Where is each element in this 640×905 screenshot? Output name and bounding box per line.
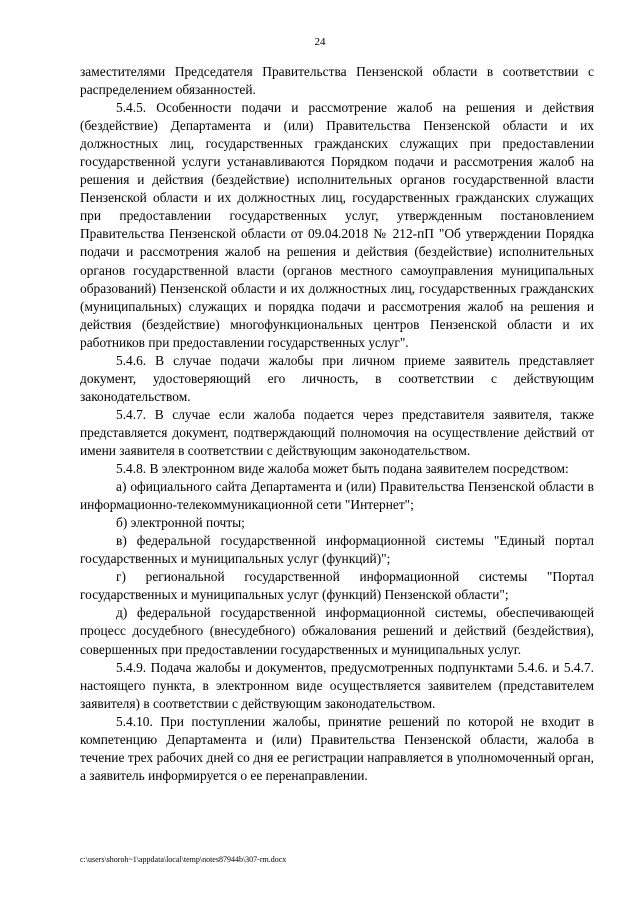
paragraph-5-4-8: 5.4.8. В электронном виде жалоба может быть подана заявителем посредством: bbox=[116, 461, 569, 477]
list-item-d: д) федеральной государственной информационной системы, обеспечивающей процесс досудебного (внесудебного) обжалования решений и действий (бездействия), совершенных при предоставлении государственных и муниципальных услуг. bbox=[80, 605, 594, 657]
paragraph-5-4-5: 5.4.5. Особенности подачи и рассмотрение жалоб на решения и действия (бездействие) Департамента и (или) Правительства Пензенской области и их должностных лиц, государственных гражданских служащих при предоставлении государственной услуги устанавливаются Порядком подачи и рассмотрения жалоб на решения и действия (бездействие) исполнительных органов государственной власти Пензенской области и их должностных лиц, государственных гражданских служащих при предоставлении государственных услуг, утвержденным постановлением Правительства Пензенской области от 09.04.2018 № 212-пП "Об утверждении Порядка подачи и рассмотрения жалоб на решения и действия (бездействие) исполнительных органов государственной власти (органов местного самоуправления муниципальных образований) Пензенской области и их должностных лиц, государственных гражданских (муниципальных) служащих и порядка подачи и рассмотрения жалоб на решения и действия (бездействие) многофункциональных центров Пензенской области и их работников при предоставлении государственных услуг". bbox=[80, 100, 594, 350]
document-body bbox=[80, 63, 594, 785]
footer-file-path: c:\users\shoroh~1\appdata\local\temp\notes87944b\307-rm.docx bbox=[80, 855, 287, 864]
page-number: 24 bbox=[314, 36, 326, 48]
list-item-g: г) региональной государственной информационной системы "Портал государственных и муниципальных услуг (функций) Пензенской области"; bbox=[80, 569, 594, 603]
paragraph-continuation: заместителями Председателя Правительства Пензенской области в соответствии с распределением обязанностей. bbox=[80, 64, 594, 98]
paragraph-5-4-6: 5.4.6. В случае подачи жалобы при личном приеме заявитель представляет документ, удостоверяющий его личность, в соответствии с действующим законодательством. bbox=[80, 352, 594, 404]
list-item-b: б) электронной почты; bbox=[116, 515, 245, 531]
paragraph-5-4-9: 5.4.9. Подача жалобы и документов, предусмотренных подпунктами 5.4.6. и 5.4.7. настоящего пункта, в электронном виде осуществляется заявителем (представителем заявителя) в соответствии с действующим законодательством. bbox=[80, 659, 594, 711]
list-item-v: в) федеральной государственной информационной системы "Единый портал государственных и муниципальных услуг (функций)"; bbox=[80, 533, 594, 567]
list-item-a: а) официального сайта Департамента и (или) Правительства Пензенской области в информационно-телекоммуникационной сети "Интернет"; bbox=[80, 479, 594, 513]
paragraph-5-4-7: 5.4.7. В случае если жалоба подается через представителя заявителя, также представляется документ, подтверждающий полномочия на осуществление действий от имени заявителя в соответствии с действующим законодательством. bbox=[80, 406, 594, 458]
paragraph-5-4-10: 5.4.10. При поступлении жалобы, принятие решений по которой не входит в компетенцию Департамента и (или) Правительства Пензенской области, жалоба в течение трех рабочих дней со дня ее регистрации направляется в уполномоченный орган, а заявитель информируется о ее перенаправлении. bbox=[80, 713, 594, 783]
